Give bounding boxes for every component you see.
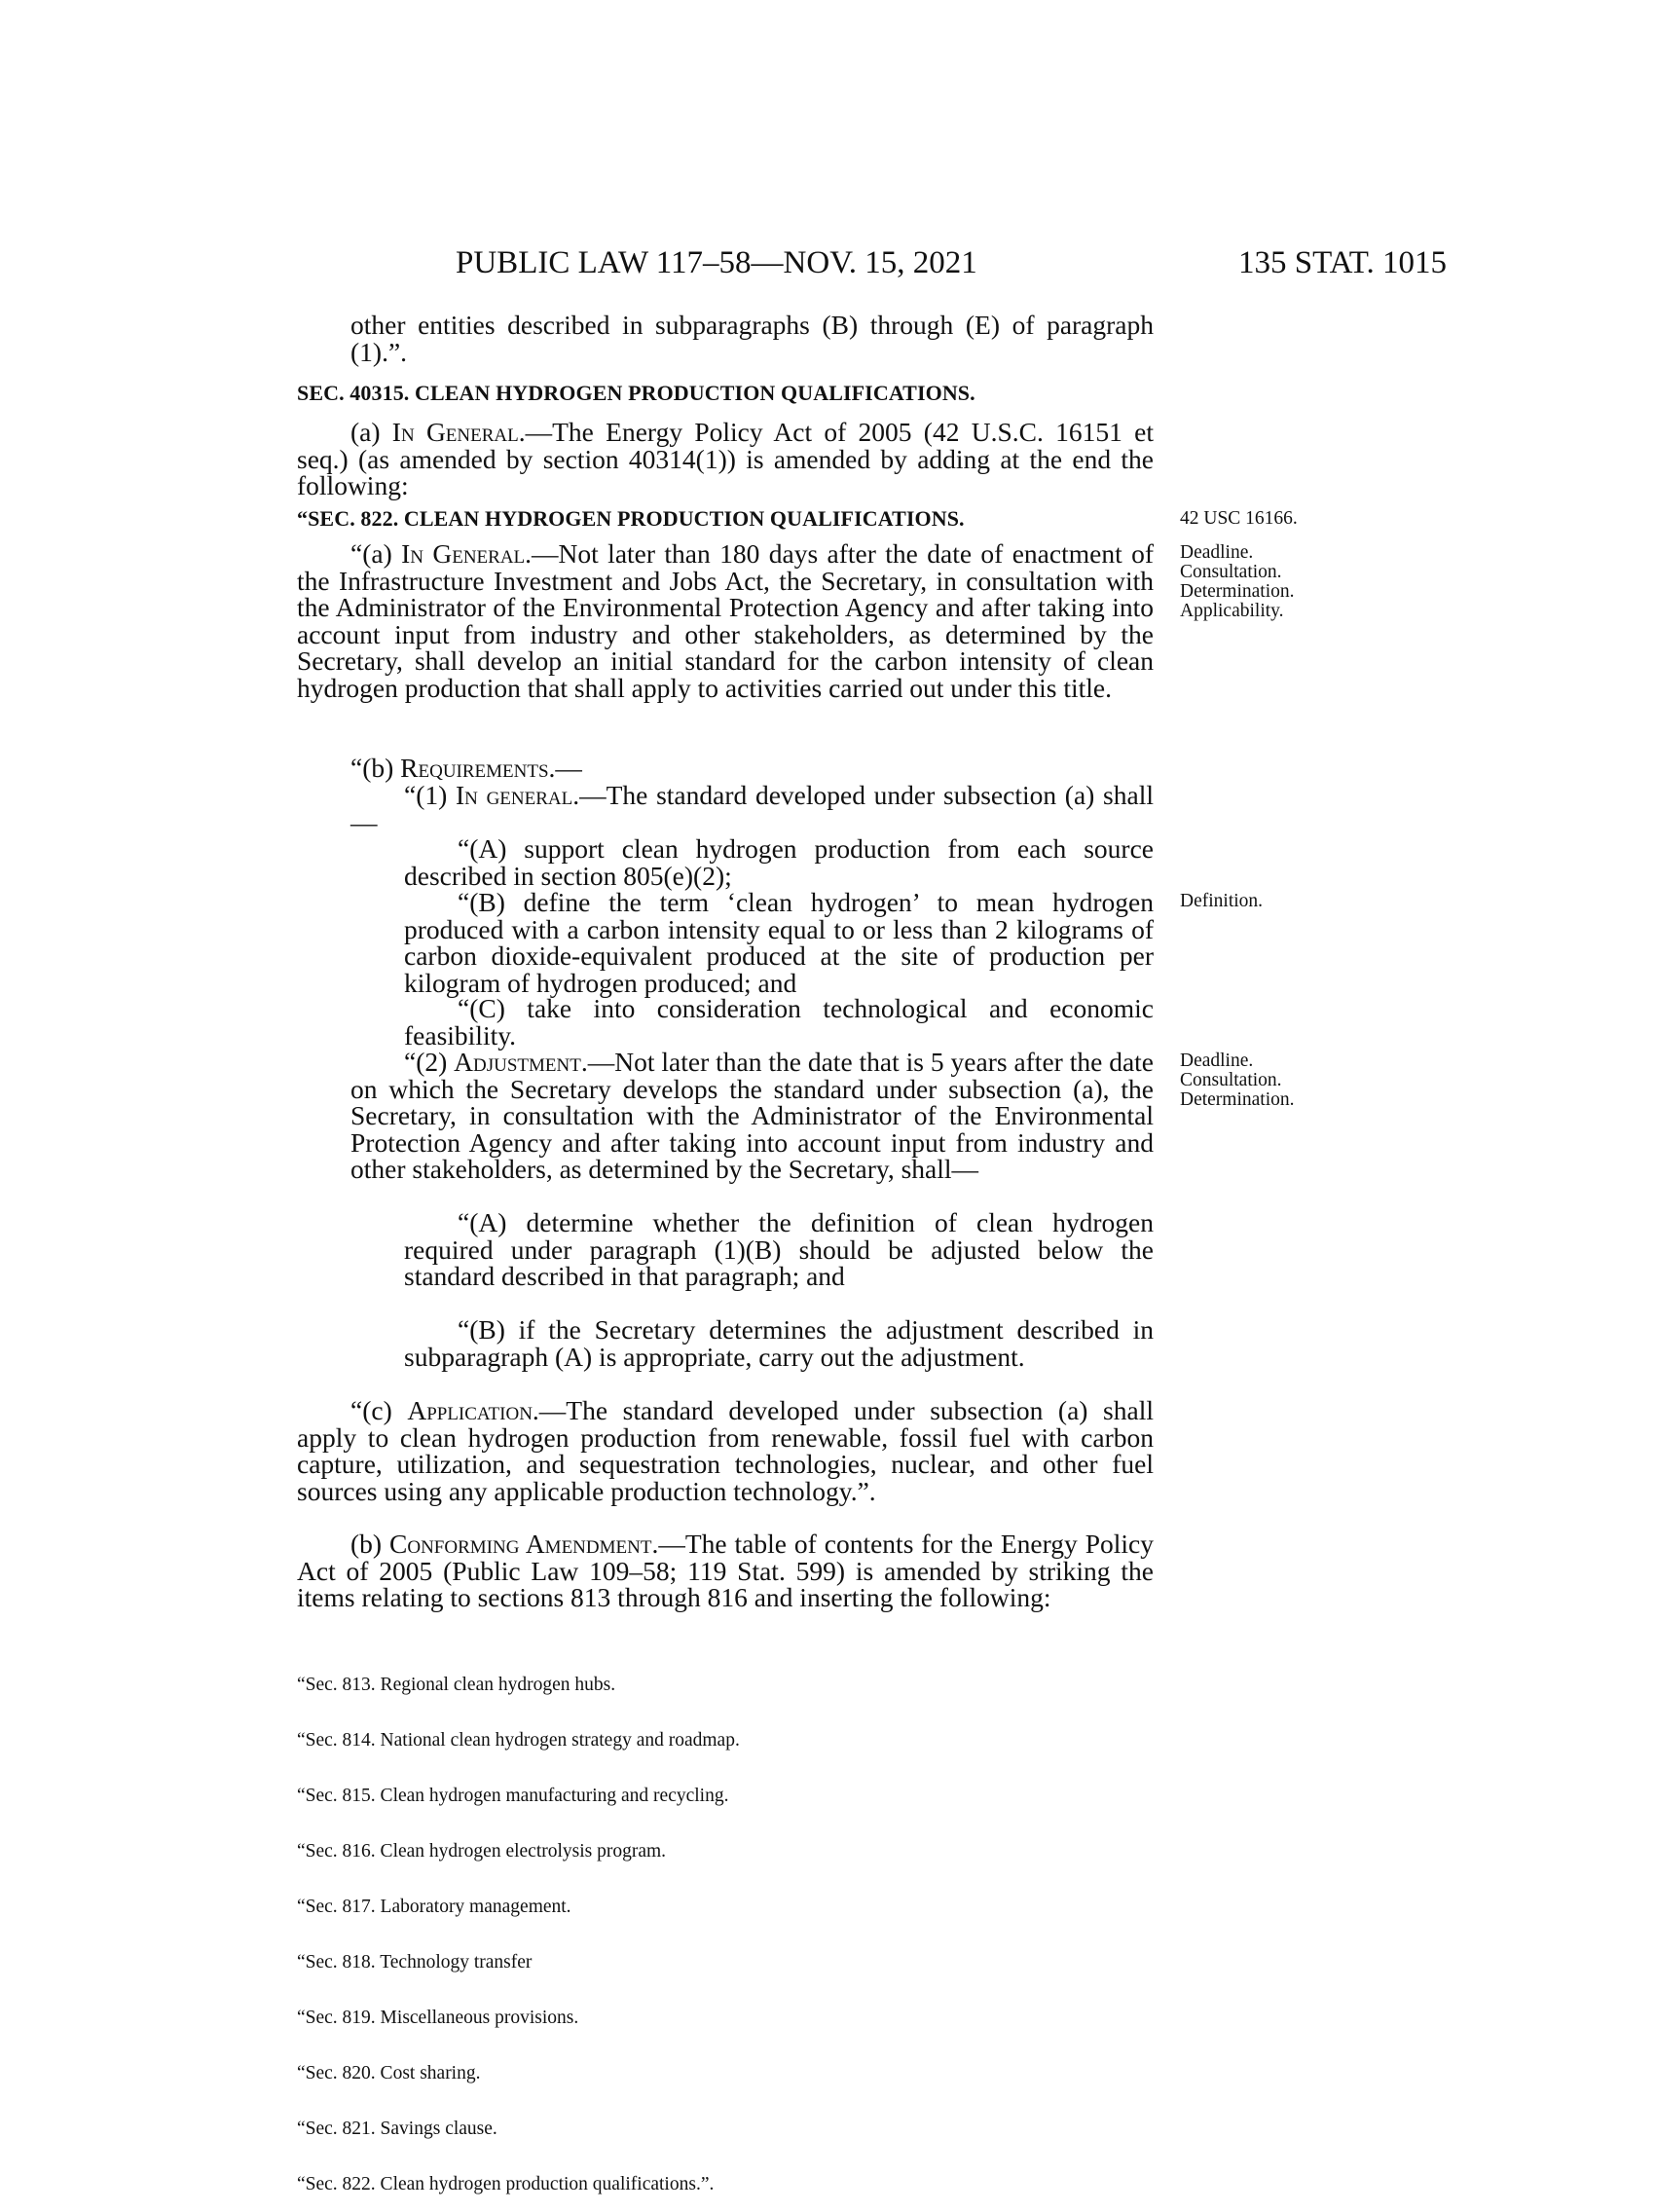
margin-note-determination: Determination. xyxy=(1180,581,1295,602)
margin-note-deadline: Deadline. xyxy=(1180,1051,1254,1071)
sec822-b-heading xyxy=(297,755,1154,782)
sec822-a-label: “(a) xyxy=(350,538,402,569)
section-heading-822: “SEC. 822. CLEAN HYDROGEN PRODUCTION QUALIFICATIONS. xyxy=(297,506,965,531)
section-heading-40315: SEC. 40315. CLEAN HYDROGEN PRODUCTION QUALIFICATIONS. xyxy=(297,381,975,405)
sec822-b1C-paragraph: “(C) take into consideration technological and economic feasibility. xyxy=(404,993,1154,1051)
sec822-b2-label: “(2) xyxy=(404,1047,455,1077)
sec822-b2-caption: Adjustment xyxy=(454,1047,581,1077)
toc-item: “Sec. 820. Cost sharing. xyxy=(297,2063,481,2083)
toc-item: “Sec. 813. Regional clean hydrogen hubs. xyxy=(297,1675,616,1695)
sec822-c-paragraph xyxy=(297,1397,1154,1504)
toc-item: “Sec. 815. Clean hydrogen manufacturing and recycling. xyxy=(297,1786,729,1806)
toc-item: “Sec. 814. National clean hydrogen strategy and roadmap. xyxy=(297,1730,740,1751)
margin-note-consultation: Consultation. xyxy=(1180,1070,1282,1090)
subsection-a-text: .—The Energy Policy Act of 2005 (42 U.S.C. 16151 et seq.) (as amended by section 40314(1)) is amended by adding at the end the following: xyxy=(297,417,1155,500)
toc-item: “Sec. 816. Clean hydrogen electrolysis program. xyxy=(297,1841,667,1862)
running-header-title: PUBLIC LAW 117–58—NOV. 15, 2021 xyxy=(456,245,977,280)
toc-item: “Sec. 821. Savings clause. xyxy=(297,2119,497,2139)
sec822-c-caption: Application xyxy=(407,1395,533,1425)
sec822-b1-paragraph xyxy=(350,782,1154,835)
sec822-b1B-paragraph: “(B) define the term ‘clean hydrogen’ to mean hydrogen produced with a carbon intensity equal to or less than 2 kilograms of carbon dioxide-equivalent produced at the site of production per kilogram of hydrogen produced; and xyxy=(404,887,1154,998)
toc-item: “Sec. 819. Miscellaneous provisions. xyxy=(297,2008,579,2028)
table-of-contents-list xyxy=(297,1639,740,2212)
margin-note-applicability: Applicability. xyxy=(1180,601,1284,621)
margin-note-group-1 xyxy=(1180,543,1365,621)
sec822-b1-caption: In general xyxy=(455,780,573,810)
sec822-b2B-paragraph: “(B) if the Secretary determines the adjustment described in subparagraph (A) is appropriate, carry out the adjustment. xyxy=(404,1314,1154,1372)
carryover-paragraph: other entities described in subparagraphs (B) through (E) of paragraph (1).”. xyxy=(350,310,1154,367)
conforming-amendment-label: (b) xyxy=(350,1529,389,1559)
margin-note-deadline: Deadline. xyxy=(1180,542,1254,563)
subsection-a-paragraph xyxy=(297,419,1154,499)
sec822-b1-label: “(1) xyxy=(404,780,456,810)
margin-note-consultation: Consultation. xyxy=(1180,562,1282,582)
conforming-amendment-text: .—The table of contents for the Energy Policy Act of 2005 (Public Law 109–58; 119 Stat. 599) is amended by striking the items relating to sections 813 through 816 and inserting the following: xyxy=(297,1529,1154,1612)
sec822-a-text: .—Not later than 180 days after the date of enactment of the Infrastructure Investment and Jobs Act, the Secretary, in consultation with the Administrator of the Environmental Protection Agency and after taking into account input from industry and other stakeholders, as determined by the Secretary, shall develop an initial standard for the carbon intensity of clean hydrogen production that shall apply to activities carried out under this title. xyxy=(297,538,1155,703)
margin-note-definition: Definition. xyxy=(1180,891,1264,911)
toc-item: “Sec. 818. Technology transfer xyxy=(297,1952,533,1972)
sec822-a-caption: In General xyxy=(401,538,526,569)
margin-note-determination: Determination. xyxy=(1180,1089,1295,1110)
sec822-b-caption: Requirements xyxy=(400,753,549,783)
sec822-b1A-paragraph: “(A) support clean hydrogen production from each source described in section 805(e)(2); xyxy=(404,833,1154,891)
margin-note-group-2 xyxy=(1180,1051,1365,1110)
sec822-b2A-paragraph: “(A) determine whether the definition of clean hydrogen required under paragraph (1)(B) should be adjusted below the standard described in that paragraph; and xyxy=(404,1207,1154,1291)
toc-item: “Sec. 817. Laboratory management. xyxy=(297,1897,571,1917)
toc-item: “Sec. 822. Clean hydrogen production qualifications.”. xyxy=(297,2174,715,2194)
sec822-c-label: “(c) xyxy=(350,1395,408,1425)
sec822-b-label: “(b) xyxy=(350,753,401,783)
subsection-a-caption: In General xyxy=(391,417,519,447)
sec822-b-text: .— xyxy=(548,753,582,783)
conforming-amendment-caption: Conforming Amendment xyxy=(389,1529,652,1559)
sec822-b2-text: .—Not later than the date that is 5 years after the date on which the Secretary develops the standard under subsection (a), the Secretary, in consultation with the Administrator of the Environmental Protection Agency and after taking into account input from industry and other stakeholders, as determined by the Secretary, shall— xyxy=(350,1047,1154,1184)
subsection-a-label: (a) xyxy=(350,417,392,447)
sec822-c-text: .—The standard developed under subsection (a) shall apply to clean hydrogen production from renewable, fossil fuel with carbon capture, utilization, and sequestration technologies, nuclear, and other fuel sources using any applicable production technology.”. xyxy=(297,1395,1154,1506)
margin-note-usc: 42 USC 16166. xyxy=(1180,508,1298,529)
sec822-a-paragraph xyxy=(297,540,1154,701)
conforming-amendment-paragraph xyxy=(297,1530,1154,1611)
sec822-b2-paragraph xyxy=(350,1049,1154,1183)
sec822-b1-text: .—The standard developed under subsection (a) shall— xyxy=(350,780,1154,837)
running-header-stat-page: 135 STAT. 1015 xyxy=(1238,245,1448,280)
